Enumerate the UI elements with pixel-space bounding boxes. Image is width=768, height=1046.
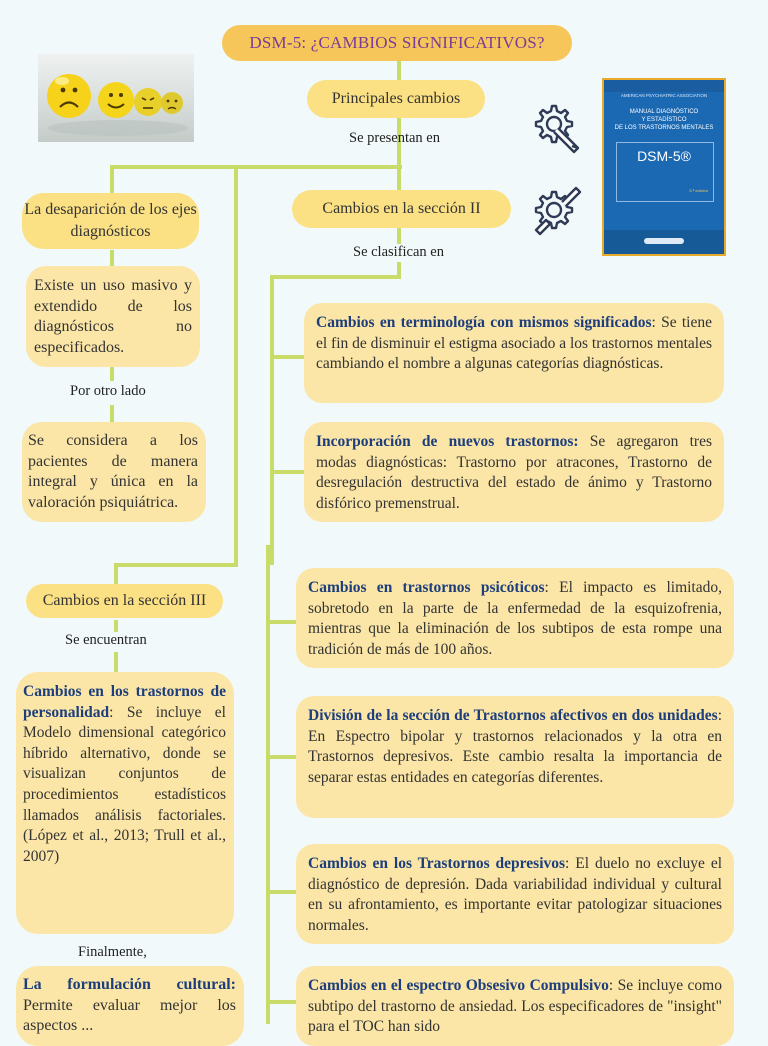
cultural-box (16, 966, 244, 1046)
seccion-ii-label: Cambios en la sección II (322, 200, 481, 217)
book-title-line1: MANUAL DIAGNÓSTICO (629, 109, 699, 115)
wrench-gear-icon (528, 184, 584, 240)
connector (110, 405, 114, 423)
depresivos-body: : El duelo no excluye el diagnóstico de depresión. Dada variabilidad individual y cultural en su afrontamiento, es importante evitar patologizar situaciones normales. (308, 855, 723, 934)
connector (397, 228, 401, 244)
nuevos-body: Se agregaron tres modas diagnósticas: Trastorno por atracones, Trastorno de desregulación destructiva del estado de ánimo y Trastorno disfórico premenstrual. (316, 433, 712, 512)
uso-masivo-box (26, 266, 200, 367)
smile-face-icon (98, 82, 134, 118)
por-otro-lado-label: Por otro lado (70, 383, 146, 399)
principales-label: Principales cambios (331, 90, 461, 107)
connector (114, 652, 118, 672)
nuevos-trastornos-box (304, 422, 724, 522)
sad-face-icon (47, 74, 91, 118)
angry-face-icon (134, 88, 162, 116)
connector (266, 1000, 298, 1004)
afectivos-body: : En Espectro bipolar y trastornos relacionados y la otra en Trastornos depresivos. Este cambio resalta la importancia de separar estas entidades en categorías diferentes. (308, 707, 722, 786)
page-title (222, 25, 572, 61)
book-title-line2: Y ESTADÍSTICO (641, 117, 687, 123)
se-encuentran-label: Se encuentran (65, 632, 147, 648)
obsesivo-body: : Se incluye como subtipo del trastorno de ansiedad. Los especificadores de "insight" para el TOC han sido (308, 977, 722, 1035)
connector (397, 58, 401, 80)
integral-text: Se considera a los pacientes de manera integral y única en la valoración psiquiátrica. (28, 432, 198, 511)
seccion-iii-node (26, 584, 223, 618)
seccion-ii-node (292, 190, 511, 228)
book-edition: 5.ª edición (689, 188, 708, 193)
principales-cambios-node (307, 80, 485, 118)
connector (397, 262, 401, 279)
connector (397, 165, 401, 190)
psicoticos-heading: Cambios en trastornos psicóticos (308, 579, 545, 596)
connector (266, 755, 298, 759)
tools-gear-icon (528, 98, 584, 154)
seccion-iii-label: Cambios en la sección III (42, 592, 207, 609)
personalidad-box (16, 672, 234, 934)
se-clasifican-label: Se clasifican en (353, 244, 444, 260)
page-title-text: DSM-5: ¿CAMBIOS SIGNIFICATIVOS? (249, 33, 545, 52)
personalidad-body: : Se incluye el Modelo dimensional categórico híbrido alternativo, donde se visualizan conjuntos de procedimientos estadísticos llamados análisis factoriales. (López et al., 2013; Trull et al., 2007) (23, 703, 226, 865)
connector (266, 545, 270, 1024)
obsesivo-box (296, 966, 734, 1046)
connector (114, 563, 238, 567)
obsesivo-heading: Cambios en el espectro Obsesivo Compulsivo (308, 977, 609, 994)
uso-masivo-text: Existe un uso masivo y extendido de los diagnósticos no especificados. (34, 277, 192, 356)
afectivos-box (296, 696, 734, 818)
terminologia-body: : Se tiene el fin de disminuir el estigma asociado a los trastornos mentales cambiando el nombre a algunas categorías diagnósticas. (316, 314, 713, 372)
finalmente-label: Finalmente, (78, 944, 147, 960)
book-brand: DSM-5® (637, 148, 691, 164)
personalidad-heading: Cambios en los trastornos de personalidad (23, 683, 226, 721)
connector (110, 165, 402, 169)
cultural-body: Permite evaluar mejor los aspectos ... (23, 996, 236, 1034)
cultural-heading: La formulación cultural: (23, 976, 236, 993)
dsm5-book-cover (602, 78, 726, 256)
frown-face-icon (161, 92, 183, 114)
connector (234, 165, 238, 565)
psicoticos-box (296, 568, 734, 668)
desaparicion-ejes-node (22, 193, 199, 249)
connector (110, 367, 114, 381)
connector (270, 275, 274, 565)
connector (114, 563, 118, 585)
integral-box (22, 422, 206, 522)
nuevos-heading: Incorporación de nuevos trastornos: (316, 433, 579, 450)
emoji-faces-image (38, 54, 194, 142)
depresivos-heading: Cambios en los Trastornos depresivos (308, 855, 566, 872)
terminologia-box (304, 303, 724, 403)
desaparicion-label: La desaparición de los ejes diagnósticos (24, 201, 197, 240)
se-presentan-label: Se presentan en (349, 130, 440, 146)
afectivos-heading: División de la sección de Trastornos afectivos en dos unidades (308, 707, 718, 724)
book-title-line3: DE LOS TRASTORNOS MENTALES (614, 125, 714, 131)
connector (266, 620, 298, 624)
book-publisher: AMERICAN PSYCHIATRIC ASSOCIATION (620, 93, 708, 98)
depresivos-box (296, 844, 734, 944)
connector (266, 890, 298, 894)
connector (270, 470, 306, 474)
connector (110, 165, 114, 193)
connector (270, 355, 306, 359)
terminologia-heading: Cambios en terminología con mismos significados (316, 314, 652, 331)
connector (114, 620, 118, 632)
connector (270, 275, 401, 279)
psicoticos-body: : El impacto es limitado, sobretodo en la parte de la enfermedad de la esquizofrenia, mientras que la eliminación de los subtipos de esta rompe una tradición de más de 100 años. (308, 579, 722, 658)
